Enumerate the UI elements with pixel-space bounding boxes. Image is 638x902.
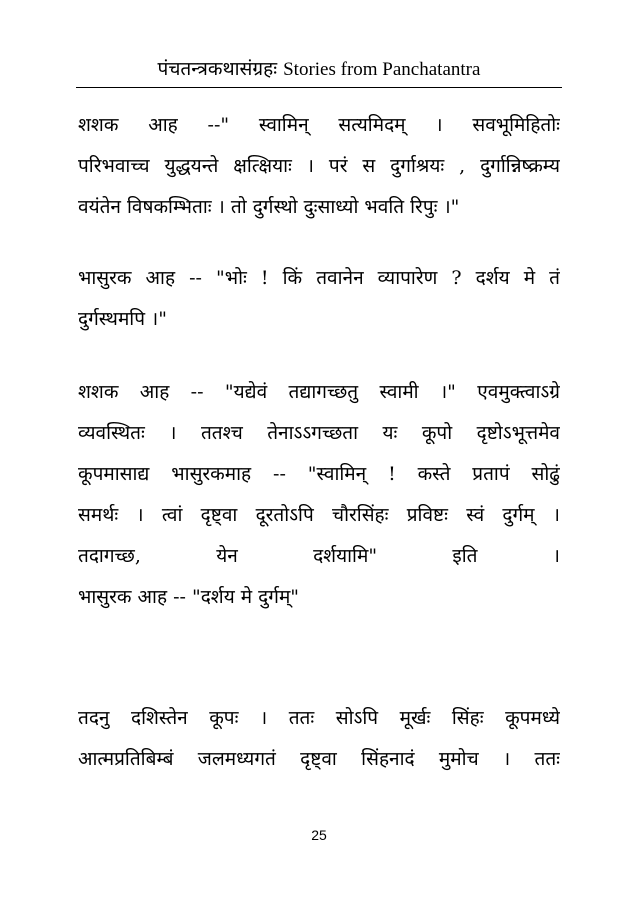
paragraph-4 [78,698,560,780]
text-line: भासुरक आह -- "दर्शय मे दुर्गम्" [78,586,300,608]
paragraph-2 [78,258,560,340]
text-line: परिभवाच्च युद्धयन्ते क्षत्क्षियाः । परं स दुर्गाश्रयः , दुर्गान्निष्क्रम्य [78,155,560,177]
text-line: तदागच्छ, येन दर्शयामि" इति । [78,545,560,567]
text-line: कूपमासाद्य भासुरकमाह -- "स्वामिन् ! कस्ते प्रतापं सोढुं [78,463,560,485]
text-line: आत्मप्रतिबिम्बं जलमध्यगतं दृष्ट्वा सिंहनादं मुमोच । ततः [78,748,560,770]
paragraph-1 [78,105,560,228]
text-line: वयंतेन विषकम्भिताः । तो दुर्गस्थो दुःसाध्यो भवति रिपुः ।" [78,196,460,218]
running-header [78,56,560,83]
header-title-sanskrit: पंचतन्त्रकथासंग्रहः [157,58,278,80]
page-number: 25 [311,827,327,843]
text-line: शशक आह -- "यद्येवं तद्यागच्छतु स्वामी ।" एवमुक्त्वाऽग्रे [78,381,560,403]
paragraph-3 [78,372,560,618]
text-line: व्यवस्थितः । ततश्च तेनाऽऽगच्छता यः कूपो दृष्टोऽभूत्तमेव [78,422,560,444]
header-rule [76,87,562,88]
text-line: समर्थः । त्वां दृष्ट्वा दूरतोऽपि चौरसिंहः प्रविष्टः स्वं दुर्गम् । [78,504,560,526]
text-line: तदनु दशिस्तेन कूपः । ततः सोऽपि मूर्खः सिंहः कूपमध्ये [78,707,560,729]
text-line: भासुरक आह -- "भोः ! किं तवानेन व्यापारेण ? दर्शय मे तं [78,267,560,289]
header-title-english: Stories from Panchatantra [283,59,481,80]
text-line: शशक आह --" स्वामिन् सत्यमिदम् । सवभूमिहितोः [78,114,560,136]
text-line: दुर्गस्थमपि ।" [78,308,167,330]
